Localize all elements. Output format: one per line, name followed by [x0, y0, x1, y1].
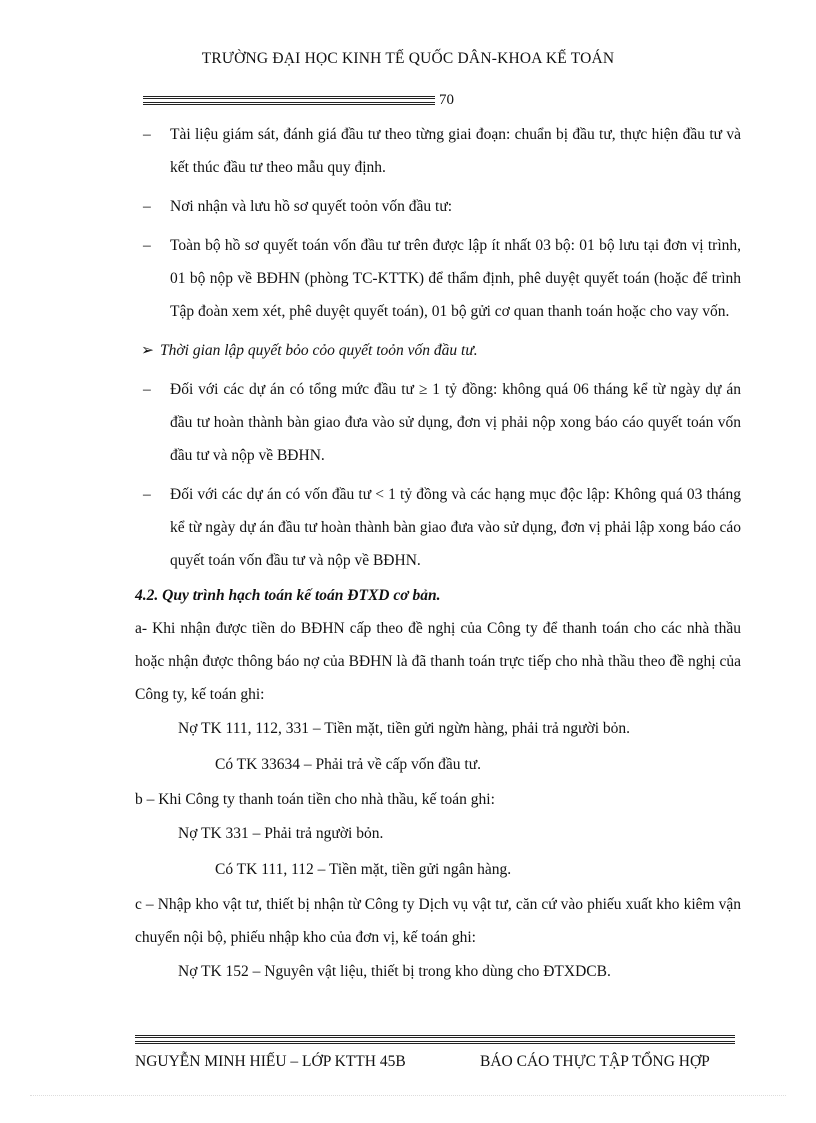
debit-entry: Nợ TK 331 – Phải trả người bỏn.: [178, 825, 384, 842]
list-item-text: Toàn bộ hồ sơ quyết toán vốn đầu tư trên được lập ít nhất 03 bộ: 01 bộ lưu tại đơn vị trình, 01 bộ nộp về BĐHN (phòng TC-KTTK) để thẩm định, phê duyệt quyết toán (hoặc để trình Tập đoàn xem xét, phê duyệt quyết toán), 01 bộ gửi cơ quan thanh toán hoặc cho vay vốn.: [170, 237, 741, 320]
subheading: [135, 334, 741, 367]
paragraph-c: c – Nhập kho vật tư, thiết bị nhận từ Công ty Dịch vụ vật tư, căn cứ vào phiếu xuất kho kiêm vận chuyển nội bộ, phiếu nhập kho của đơn vị, kế toán ghi:: [135, 896, 741, 946]
list-item: [135, 229, 741, 328]
header-divider: [143, 96, 435, 105]
list-item: [135, 373, 741, 472]
section-heading: 4.2. Quy trình hạch toán kế toán ĐTXD cơ bản.: [135, 587, 441, 604]
dash-bullet-icon: –: [143, 198, 151, 215]
debit-entry: Nợ TK 152 – Nguyên vật liệu, thiết bị trong kho dùng cho ĐTXDCB.: [178, 963, 611, 980]
dash-bullet-icon: –: [143, 381, 151, 398]
list-item-text: Tài liệu giám sát, đánh giá đầu tư theo từng giai đoạn: chuẩn bị đầu tư, thực hiện đầu tư và kết thúc đầu tư theo mẫu quy định.: [170, 126, 741, 176]
page-number: 70: [439, 91, 454, 108]
paragraph-b: b – Khi Công ty thanh toán tiền cho nhà thầu, kế toán ghi:: [135, 791, 495, 808]
list-item: [135, 190, 741, 223]
footer-divider: [135, 1035, 735, 1044]
footer-author: NGUYỄN MINH HIẾU – LỚP KTTH 45B: [135, 1053, 406, 1070]
subheading-text: Thời gian lập quyết bỏo cỏo quyết toỏn vốn đầu tư.: [160, 342, 478, 359]
paragraph-a: a- Khi nhận được tiền do BĐHN cấp theo đề nghị của Công ty để thanh toán cho các nhà thầu hoặc nhận được thông báo nợ của BĐHN là đã thanh toán trực tiếp cho nhà thầu theo đề nghị của Công ty, kế toán ghi:: [135, 620, 741, 703]
arrow-bullet-icon: ➢: [141, 342, 154, 359]
header-title: TRƯỜNG ĐẠI HỌC KINH TẾ QUỐC DÂN-KHOA KẾ TOÁN: [201, 50, 615, 67]
debit-entry: Nợ TK 111, 112, 331 – Tiền mặt, tiền gửi ngừn hàng, phải trả người bỏn.: [178, 720, 631, 737]
list-item-text: Đối với các dự án có tổng mức đầu tư ≥ 1 tỷ đồng: không quá 06 tháng kể từ ngày dự án đầu tư hoàn thành bàn giao đưa vào sử dụng, đơn vị phải nộp xong báo cáo quyết toán vốn đầu tư và nộp về BĐHN.: [170, 381, 741, 464]
page-edge-divider: [30, 1095, 786, 1096]
list-item-text: Nơi nhận và lưu hồ sơ quyết toỏn vốn đầu tư:: [170, 198, 453, 215]
credit-entry: Có TK 33634 – Phải trả về cấp vốn đầu tư.: [215, 756, 481, 773]
document-body: [135, 118, 741, 990]
dash-bullet-icon: –: [143, 126, 151, 143]
list-item-text: Đối với các dự án có vốn đầu tư < 1 tỷ đồng và các hạng mục độc lập: Không quá 03 tháng kể từ ngày dự án đầu tư hoàn thành bàn giao đưa vào sử dụng, đơn vị phải lập xong báo cáo quyết toán vốn đầu tư và nộp về BĐHN.: [170, 486, 741, 569]
list-item: [135, 478, 741, 577]
header-rule-row: [143, 90, 454, 110]
dash-bullet-icon: –: [143, 486, 151, 503]
dash-bullet-icon: –: [143, 237, 151, 254]
credit-entry: Có TK 111, 112 – Tiền mặt, tiền gửi ngân hàng.: [215, 861, 512, 878]
footer-report-title: BÁO CÁO THỰC TẬP TỔNG HỢP: [480, 1053, 710, 1070]
list-item: [135, 118, 741, 184]
